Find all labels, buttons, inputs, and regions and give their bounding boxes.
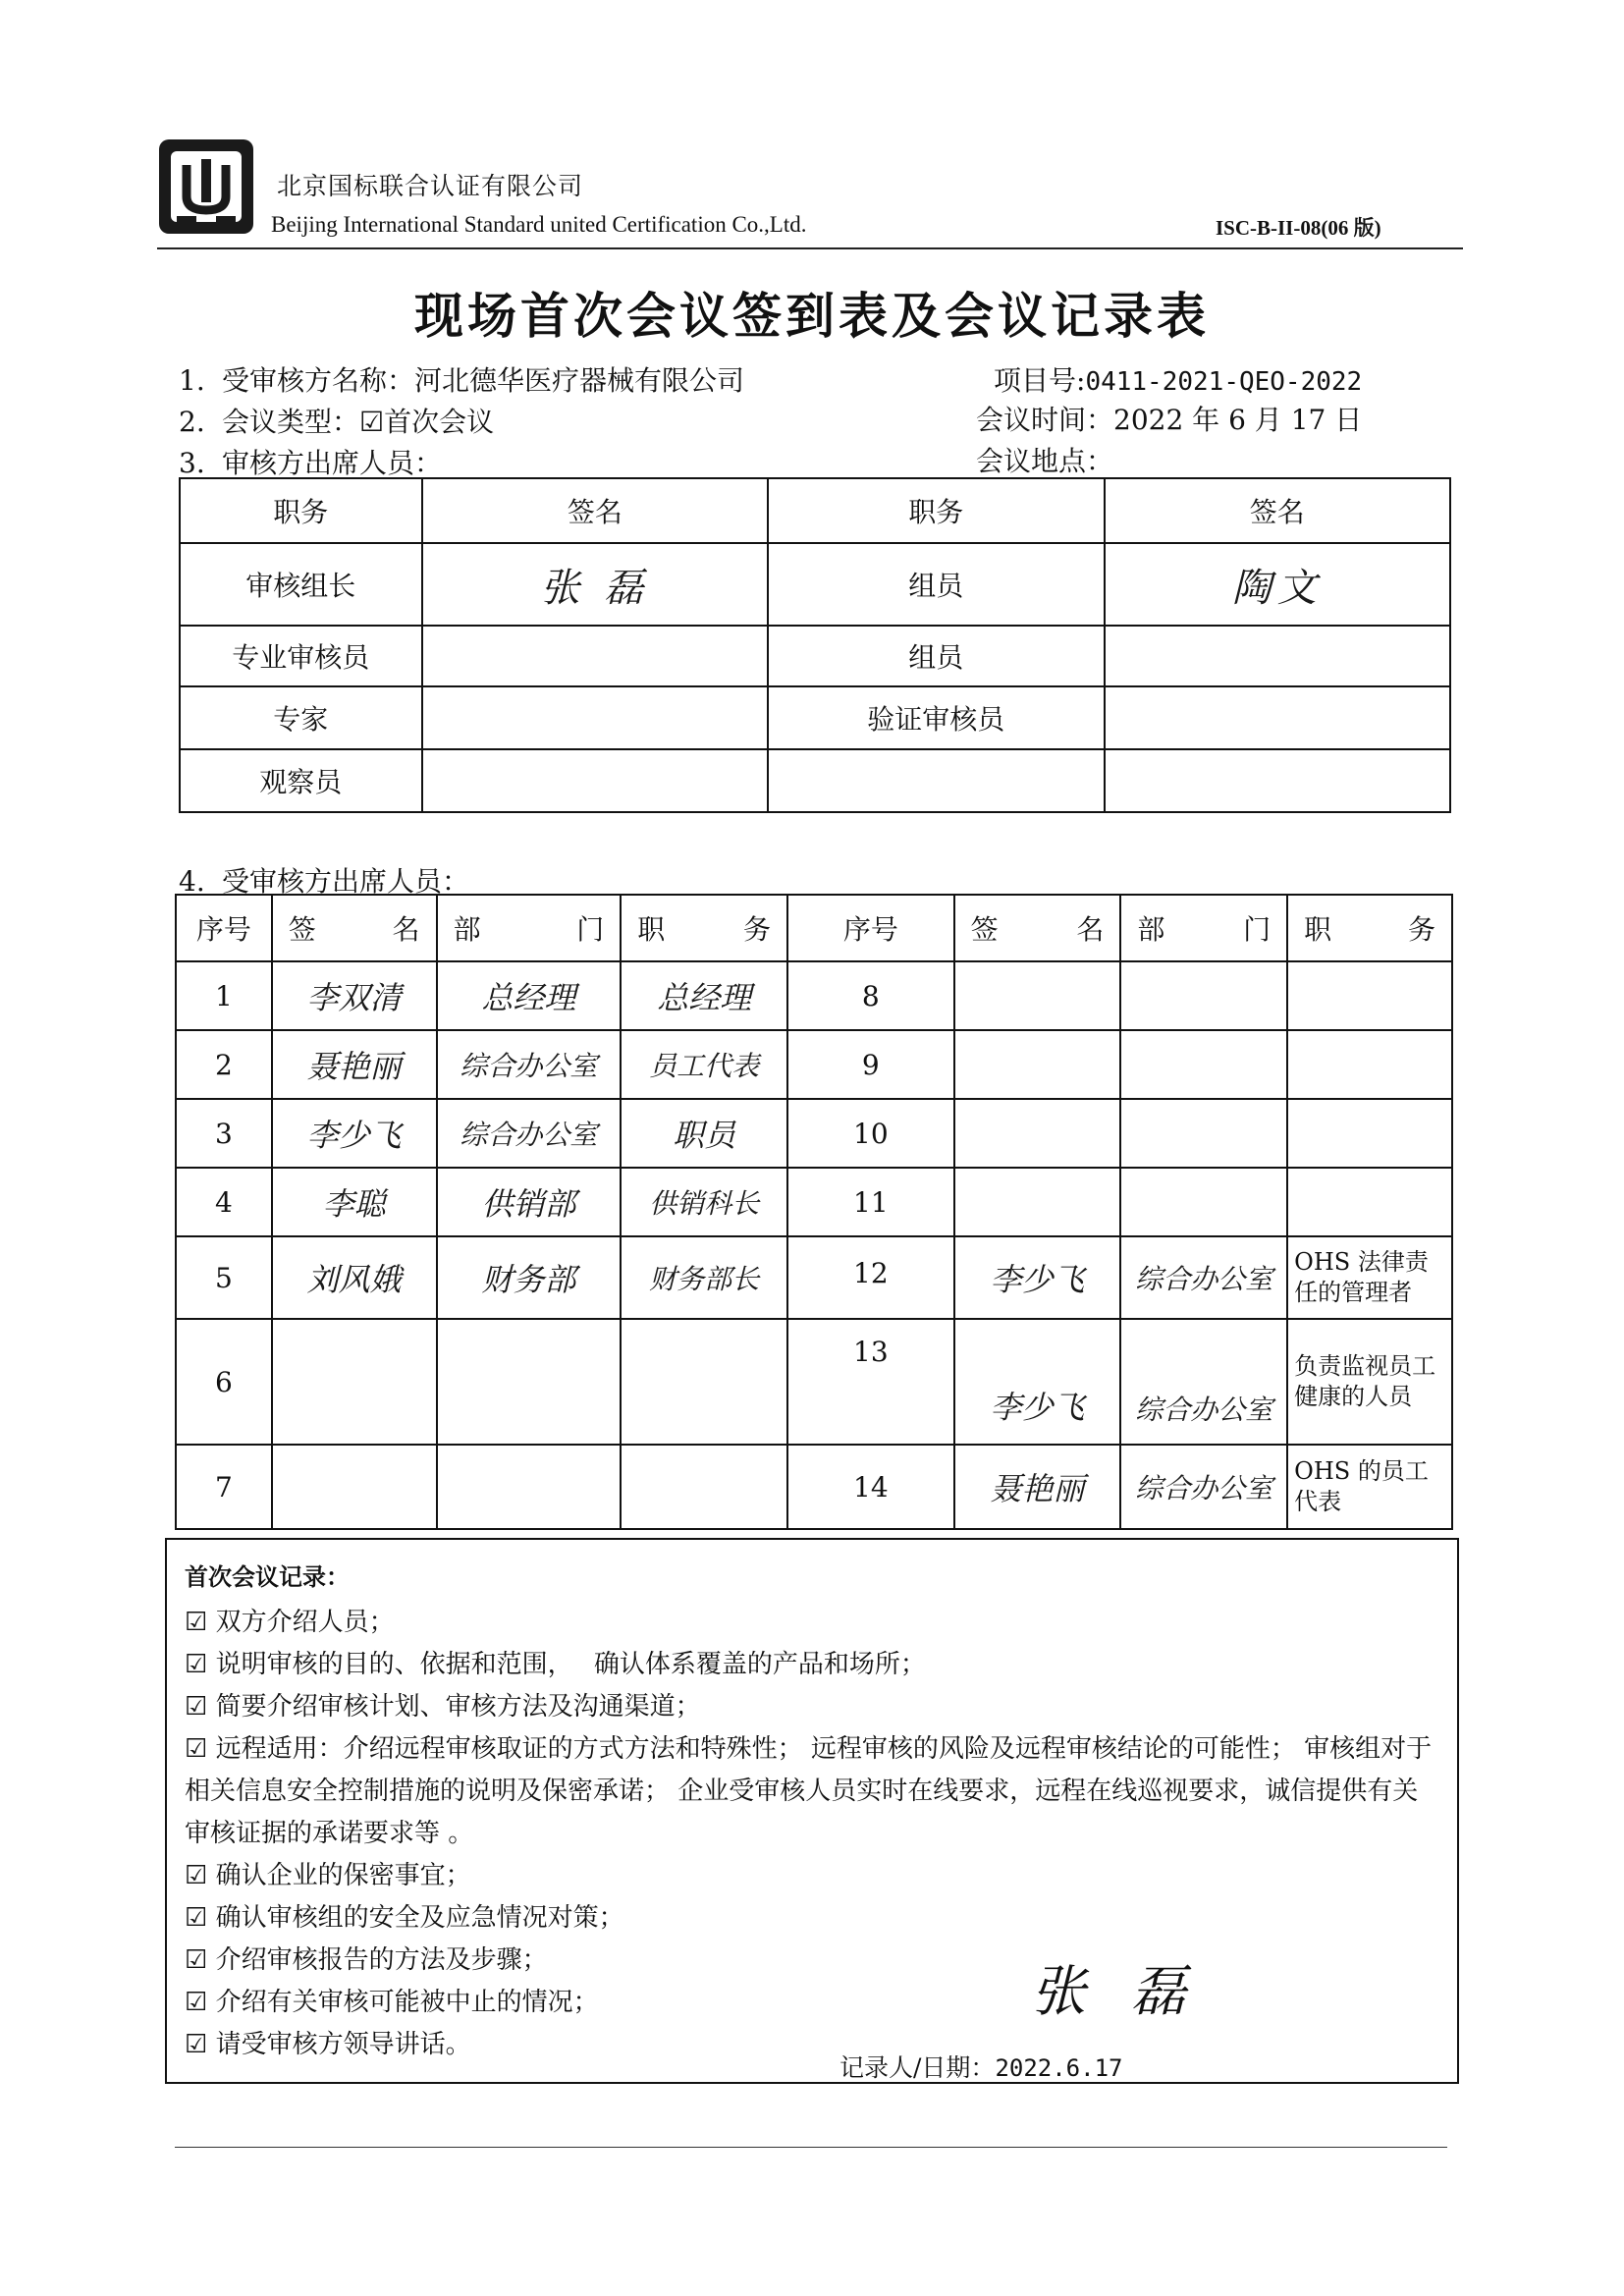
role-cell: 专业审核员 <box>180 626 422 686</box>
seq-cell: 10 <box>787 1099 954 1168</box>
signature-cell: 李聪 <box>272 1168 437 1236</box>
table-row <box>176 1236 1452 1319</box>
page-title: 现场首次会议签到表及会议记录表 <box>414 288 1210 345</box>
seq-cell: 13 <box>787 1319 954 1445</box>
seq-cell: 7 <box>176 1445 272 1529</box>
signature-cell: 聂艳丽 <box>272 1030 437 1099</box>
project-label: 项目号: <box>994 364 1086 397</box>
header-signature: 签名 <box>1105 478 1451 543</box>
header-role: 职务 <box>768 478 1104 543</box>
auditee-name: 河北德华医疗器械有限公司 <box>414 364 745 397</box>
dept-cell <box>437 1319 622 1445</box>
seq-cell: 5 <box>176 1236 272 1319</box>
header-role: 职务 <box>180 478 422 543</box>
auditee-label: 受审核方名称： <box>222 364 415 397</box>
minutes-item: ☑ 介绍有关审核可能被中止的情况； <box>185 1988 599 2017</box>
header-seq: 序号 <box>787 895 954 961</box>
duty-cell: 供销科长 <box>621 1168 787 1236</box>
duty-cell: 员工代表 <box>621 1030 787 1099</box>
dept-cell <box>1120 1168 1287 1236</box>
duty-cell <box>1287 1030 1452 1099</box>
dept-cell <box>437 1445 622 1529</box>
header-divider <box>157 247 1463 249</box>
duty-cell: 财务部长 <box>621 1236 787 1319</box>
footer-divider <box>175 2147 1447 2148</box>
table-row <box>180 626 1450 686</box>
duty-cell: OHS 法律责任的管理者 <box>1287 1236 1452 1319</box>
dept-cell: 财务部 <box>437 1236 622 1319</box>
recorder-date: 2022.6.17 <box>995 2054 1123 2082</box>
header-dept: 部 门 <box>1120 895 1287 961</box>
seq-cell: 1 <box>176 961 272 1030</box>
role-cell: 组员 <box>768 626 1104 686</box>
seq-cell: 4 <box>176 1168 272 1236</box>
minutes-item: ☑ 简要介绍审核计划、审核方法及沟通渠道； <box>185 1692 701 1722</box>
duty-cell: OHS 的员工代表 <box>1287 1445 1452 1529</box>
meeting-type-line: 2. 会议类型：☑首次会议 <box>179 406 495 438</box>
company-logo-icon <box>157 137 255 236</box>
dept-cell <box>1120 1099 1287 1168</box>
table-header-row <box>176 895 1452 961</box>
minutes-item: ☑ 确认审核组的安全及应急情况对策； <box>185 1903 624 1933</box>
signature-cell: 聂艳丽 <box>954 1445 1121 1529</box>
dept-cell <box>1120 1030 1287 1099</box>
role-cell: 验证审核员 <box>768 686 1104 749</box>
header-duty: 职 务 <box>1287 895 1452 961</box>
minutes-item: ☑ 确认企业的保密事宜； <box>185 1861 471 1890</box>
signature-cell: 李双清 <box>272 961 437 1030</box>
auditee-name-line: 1. 受审核方名称：河北德华医疗器械有限公司 <box>179 364 745 397</box>
dept-cell <box>1120 961 1287 1030</box>
meeting-place-label: 会议地点： <box>976 445 1114 477</box>
duty-cell: 总经理 <box>621 961 787 1030</box>
recorder-label: 记录人/日期： <box>839 2053 996 2082</box>
minutes-item: ☑ 远程适用：介绍远程审核取证的方式方法和特殊性； 远程审核的风险及远程审核结论的可能性； 审核组对于相关信息安全控制措施的说明及保密承诺； 企业受审核人员实时在线要求，远程在线巡视要求，诚信提供有关审核证据的承诺要求等 。 <box>185 1734 1433 1848</box>
seq-cell: 8 <box>787 961 954 1030</box>
auditee-attendees-label: 受审核方出席人员： <box>222 865 470 898</box>
role-cell: 组员 <box>768 543 1104 626</box>
dept-cell: 综合办公室 <box>1120 1319 1287 1445</box>
table-row <box>180 749 1450 812</box>
dept-cell: 总经理 <box>437 961 622 1030</box>
document-code: ISC-B-II-08(06 版) <box>1216 216 1381 240</box>
signature-cell: 李少飞 <box>954 1236 1121 1319</box>
dept-cell: 供销部 <box>437 1168 622 1236</box>
duty-cell <box>621 1445 787 1529</box>
table-row <box>180 543 1450 626</box>
meeting-time: 2022 年 6 月 17 日 <box>1113 404 1363 436</box>
seq-cell: 2 <box>176 1030 272 1099</box>
signature-cell <box>954 961 1121 1030</box>
company-name-en: Beijing International Standard united Certification Co.,Ltd. <box>271 212 807 237</box>
table-row <box>176 1319 1452 1445</box>
dept-cell: 综合办公室 <box>1120 1445 1287 1529</box>
seq-cell: 11 <box>787 1168 954 1236</box>
signature-cell <box>422 749 768 812</box>
signature-cell <box>954 1168 1121 1236</box>
role-cell: 观察员 <box>180 749 422 812</box>
seq-cell: 3 <box>176 1099 272 1168</box>
header-sign: 签 名 <box>272 895 437 961</box>
header-seq: 序号 <box>176 895 272 961</box>
company-name-cn: 北京国标联合认证有限公司 <box>277 172 584 200</box>
role-cell: 专家 <box>180 686 422 749</box>
header-duty: 职 务 <box>621 895 787 961</box>
table-row <box>176 1168 1452 1236</box>
signature-cell: 刘风娥 <box>272 1236 437 1319</box>
minutes-item: ☑ 说明审核的目的、依据和范围， 确认体系覆盖的产品和场所； <box>185 1650 926 1679</box>
signature-cell <box>422 686 768 749</box>
signature-cell <box>954 1030 1121 1099</box>
signature-cell <box>1105 626 1451 686</box>
minutes-title: 首次会议记录： <box>185 1563 350 1591</box>
dept-cell: 综合办公室 <box>437 1030 622 1099</box>
duty-cell <box>1287 1099 1452 1168</box>
minutes-item: ☑ 请受审核方领导讲话。 <box>185 2030 471 2059</box>
header-dept: 部 门 <box>437 895 622 961</box>
project-number: 0411-2021-QEO-2022 <box>1085 367 1363 397</box>
auditor-attendance-table <box>179 477 1451 813</box>
duty-cell <box>1287 1168 1452 1236</box>
signature-cell <box>422 626 768 686</box>
project-line <box>994 359 1362 399</box>
table-row <box>180 686 1450 749</box>
recorder-line <box>839 2049 1122 2084</box>
meeting-time-label: 会议时间： <box>976 404 1114 436</box>
signature-cell <box>1105 686 1451 749</box>
seq-cell: 6 <box>176 1319 272 1445</box>
table-row <box>176 961 1452 1030</box>
signature-cell <box>954 1099 1121 1168</box>
minutes-item: ☑ 介绍审核报告的方法及步骤； <box>185 1945 548 1975</box>
role-cell: 审核组长 <box>180 543 422 626</box>
signature-cell: 陶文 <box>1105 543 1451 626</box>
role-cell <box>768 749 1104 812</box>
meeting-type-label: 会议类型： <box>222 406 360 438</box>
table-row <box>176 1030 1452 1099</box>
table-row <box>176 1445 1452 1529</box>
header-signature: 签名 <box>422 478 768 543</box>
signature-cell <box>272 1445 437 1529</box>
signature-cell <box>1105 749 1451 812</box>
meeting-type: ☑首次会议 <box>359 406 495 438</box>
auditor-attendees-line: 3. 审核方出席人员： <box>179 447 443 479</box>
duty-cell <box>621 1319 787 1445</box>
duty-cell: 负责监视员工健康的人员 <box>1287 1319 1452 1445</box>
signature-cell: 李少飞 <box>954 1319 1121 1445</box>
table-header-row <box>180 478 1450 543</box>
seq-cell: 12 <box>787 1236 954 1319</box>
seq-cell: 14 <box>787 1445 954 1529</box>
signature-cell <box>272 1319 437 1445</box>
table-row <box>176 1099 1452 1168</box>
minutes-item: ☑ 双方介绍人员； <box>185 1608 395 1637</box>
auditee-attendance-table <box>175 894 1453 1530</box>
duty-cell: 职员 <box>621 1099 787 1168</box>
dept-cell: 综合办公室 <box>1120 1236 1287 1319</box>
seq-cell: 9 <box>787 1030 954 1099</box>
dept-cell: 综合办公室 <box>437 1099 622 1168</box>
header-sign: 签 名 <box>954 895 1121 961</box>
auditee-attendees-line: 4. 受审核方出席人员： <box>179 865 470 898</box>
auditor-attendees-label: 审核方出席人员： <box>222 447 443 479</box>
meeting-minutes-box <box>165 1538 1459 2084</box>
signature-cell: 李少飞 <box>272 1099 437 1168</box>
meeting-time-line <box>976 399 1362 438</box>
recorder-signature: 张 磊 <box>1031 1960 1200 2024</box>
duty-cell <box>1287 961 1452 1030</box>
signature-cell: 张 磊 <box>422 543 768 626</box>
